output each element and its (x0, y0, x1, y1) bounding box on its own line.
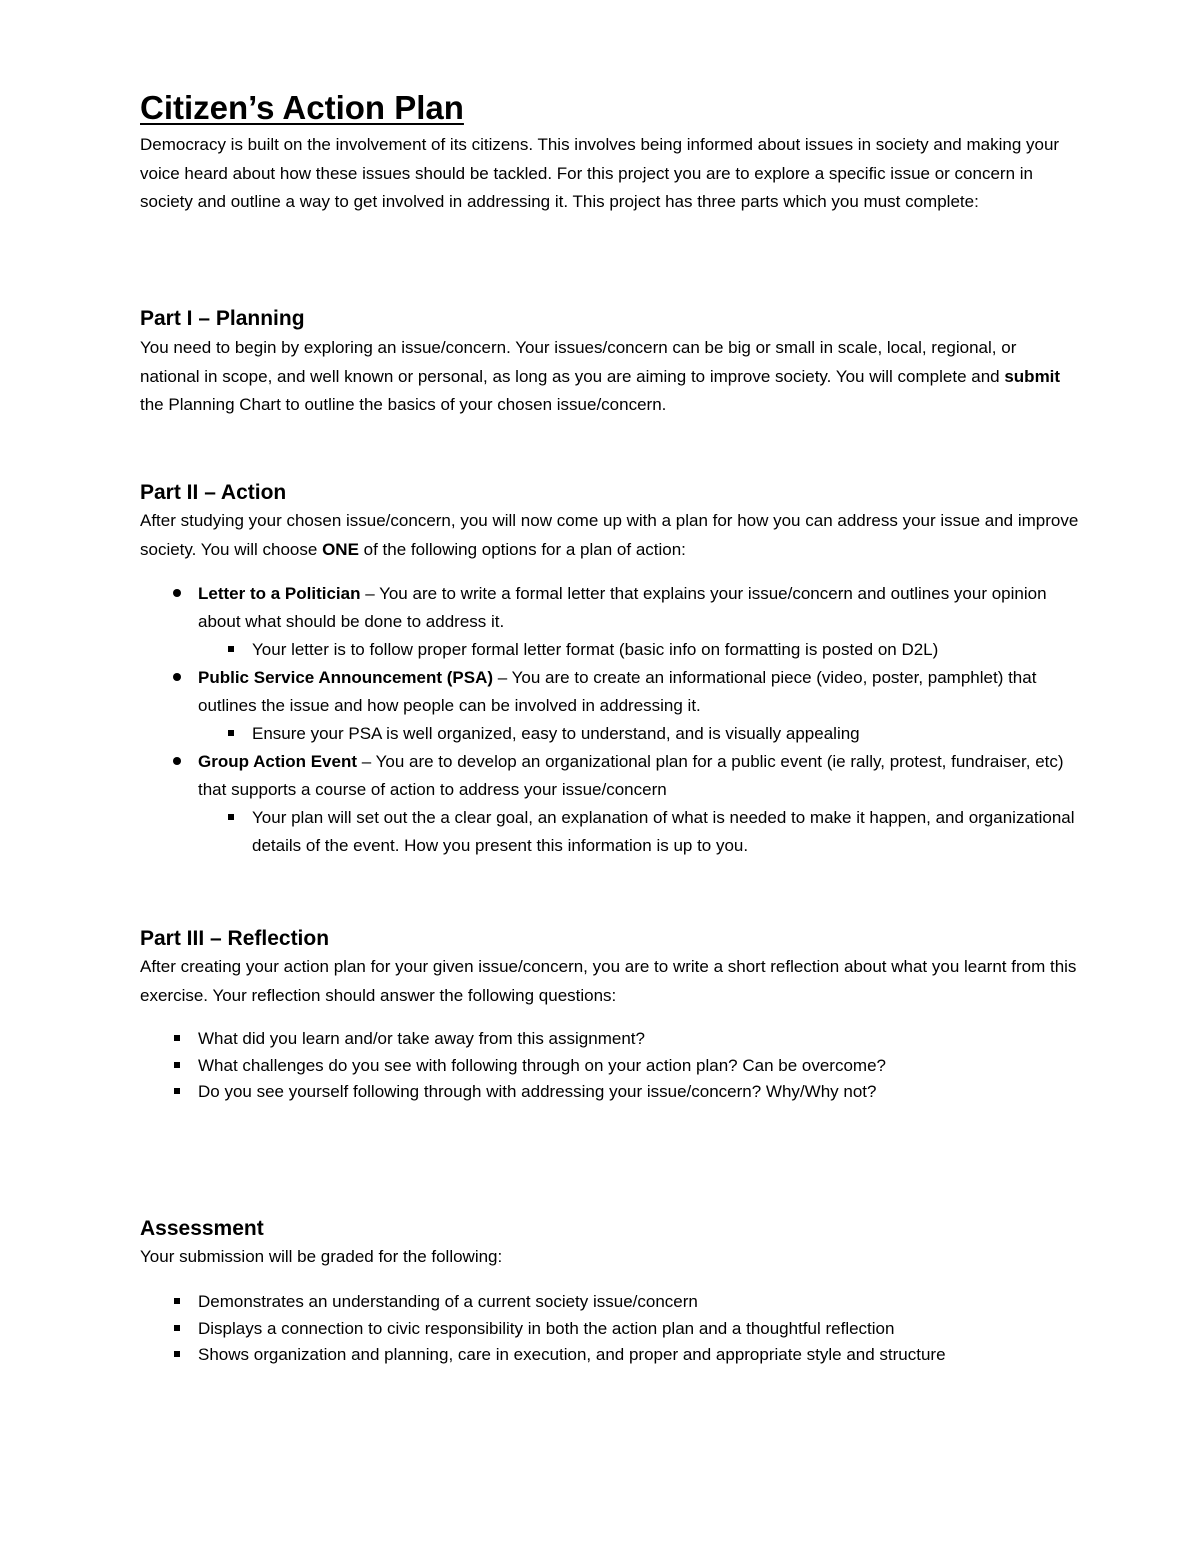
reflection-questions-list (0, 1026, 1200, 1106)
bullet-square-icon (168, 1289, 186, 1316)
part3-heading: Part III – Reflection (140, 927, 330, 950)
bullet-square-icon (168, 1079, 186, 1106)
list-item (0, 1289, 1088, 1316)
part2-heading: Part II – Action (140, 481, 287, 504)
bullet-square-icon (168, 1316, 186, 1343)
option-name: Letter to a Politician (198, 584, 361, 603)
list-item (0, 1026, 1088, 1053)
part2-paragraph (140, 507, 1080, 564)
option-name: Public Service Announcement (PSA) (198, 668, 494, 687)
bullet-square-icon (222, 804, 240, 832)
option-subitem-text: Ensure your PSA is well organized, easy to understand, and is visually appealing (252, 724, 860, 743)
list-item (0, 1053, 1088, 1080)
assessment-criteria-list (0, 1289, 1200, 1369)
option-subitem-text: Your letter is to follow proper formal letter format (basic info on formatting is posted on D2L) (252, 640, 939, 659)
option-subitem (0, 720, 1088, 748)
list-item (0, 1342, 1088, 1369)
option-item (0, 664, 1088, 720)
option-item (0, 580, 1088, 636)
option-desc: – You are to develop an organizational plan for a public event (ie rally, protest, fundraiser, etc) that supports a course of action to address your issue/concern (198, 752, 1064, 799)
part1-heading: Part I – Planning (140, 307, 305, 330)
question-text: What challenges do you see with following through on your action plan? Can be overcome? (198, 1055, 886, 1075)
document-title: Citizen’s Action Plan (140, 89, 464, 126)
part3-paragraph: After creating your action plan for your given issue/concern, you are to write a short reflection about what you learnt from this exercise. Your reflection should answer the following questions: (140, 957, 1077, 1005)
list-item (0, 1316, 1088, 1343)
part2-text-before: After studying your chosen issue/concern, you will now come up with a plan for how you can address your issue and improve society. You will choose (140, 511, 1079, 559)
bullet-dot-icon (168, 664, 186, 692)
bullet-square-icon (168, 1053, 186, 1080)
bullet-dot-icon (168, 580, 186, 608)
bullet-square-icon (222, 636, 240, 664)
option-item (0, 748, 1088, 804)
part2-text-bold: ONE (322, 539, 359, 559)
criterion-text: Demonstrates an understanding of a current society issue/concern (198, 1292, 698, 1311)
question-text: What did you learn and/or take away from this assignment? (198, 1029, 645, 1048)
question-text: Do you see yourself following through with addressing your issue/concern? Why/Why not? (198, 1082, 877, 1101)
criterion-text: Shows organization and planning, care in execution, and proper and appropriate style and structure (198, 1345, 946, 1364)
option-subitem (0, 636, 1088, 664)
list-item (0, 1079, 1088, 1106)
action-options-list (0, 580, 1200, 860)
part2-text-after: of the following options for a plan of action: (358, 539, 686, 559)
option-subitem (0, 804, 1088, 860)
part1-text-before: You need to begin by exploring an issue/concern. Your issues/concern can be big or small in scale, local, regional, or national in scope, and well known or personal, as long as you are aiming to improve society. You will complete and (140, 338, 1017, 386)
assessment-paragraph: Your submission will be graded for the following: (140, 1247, 503, 1266)
option-desc: – You are to create an informational piece (video, poster, pamphlet) that outlines the issue and how people can be involved in addressing it. (198, 668, 1037, 715)
intro-paragraph: Democracy is built on the involvement of its citizens. This involves being informed about issues in society and making your voice heard about how these issues should be tackled. For this project you are to explore a specific issue or concern in society and outline a way to get involved in addressing it. This project has three parts which you must complete: (140, 135, 1060, 211)
bullet-square-icon (168, 1026, 186, 1053)
option-name: Group Action Event (198, 752, 357, 771)
option-subitem-text: Your plan will set out the a clear goal, an explanation of what is needed to make it happen, and organizational details of the event. How you present this information is up to you. (252, 808, 1075, 855)
assessment-heading: Assessment (140, 1217, 264, 1240)
part1-paragraph (140, 334, 1080, 420)
option-desc: – You are to write a formal letter that explains your issue/concern and outlines your opinion about what should be done to address it. (198, 584, 1047, 631)
part1-text-after: the Planning Chart to outline the basics of your chosen issue/concern. (140, 395, 667, 414)
bullet-dot-icon (168, 748, 186, 776)
bullet-square-icon (168, 1342, 186, 1369)
part1-text-bold: submit (1004, 366, 1061, 386)
criterion-text: Displays a connection to civic responsibility in both the action plan and a thoughtful reflection (198, 1318, 895, 1338)
bullet-square-icon (222, 720, 240, 748)
